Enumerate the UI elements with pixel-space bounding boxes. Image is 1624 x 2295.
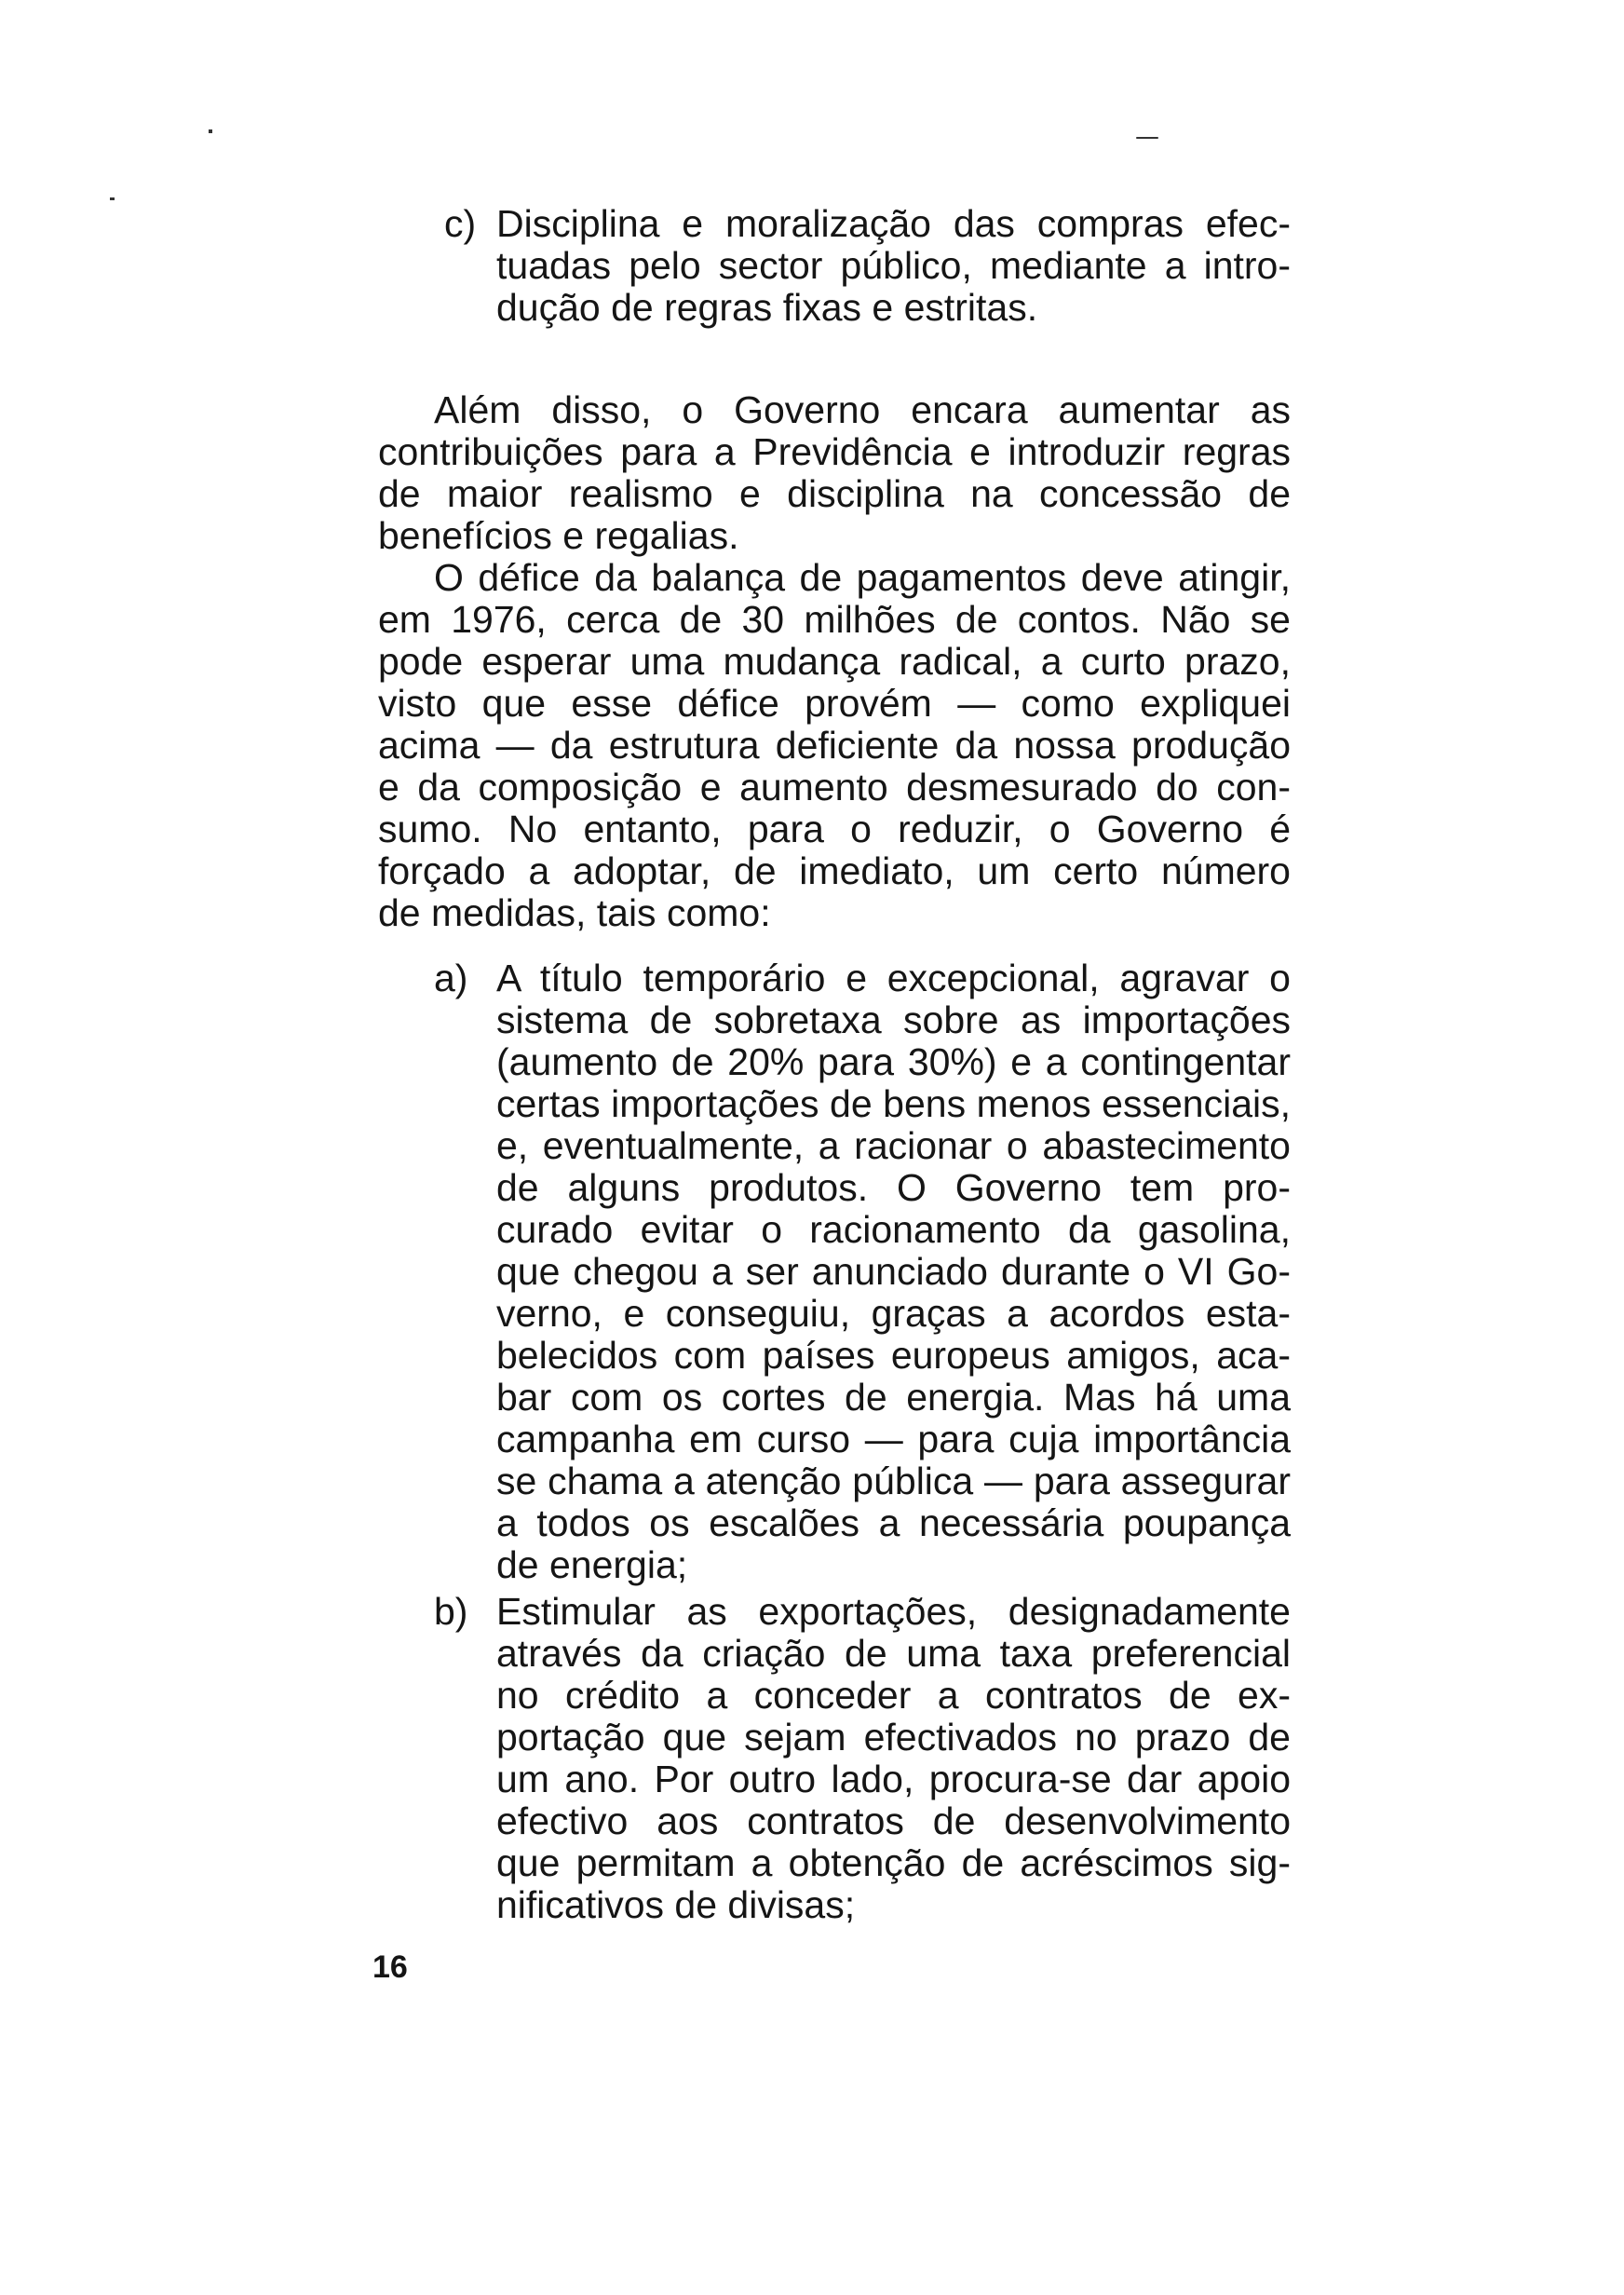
text-line: que permitam a obtenção de acréscimos sig- xyxy=(496,1842,1291,1884)
text-line: forçado a adoptar, de imediato, um certo número xyxy=(378,850,1291,892)
text-line: contribuições para a Previdência e introduzir regras xyxy=(378,431,1291,473)
text-line: benefícios e regalias. xyxy=(378,515,739,557)
text-line: (aumento de 20% para 30%) e a contingentar xyxy=(496,1041,1291,1083)
text-line: e da composição e aumento desmesurado do con- xyxy=(378,767,1291,808)
text-line: pode esperar uma mudança radical, a curto prazo, xyxy=(378,641,1291,683)
paragraph-1 xyxy=(378,389,1291,557)
text-line: O défice da balança de pagamentos deve atingir, xyxy=(434,557,1291,599)
item-c-label: c) xyxy=(444,202,477,245)
text-line: campanha em curso — para cuja importância xyxy=(496,1419,1291,1460)
item-b-text xyxy=(496,1591,1291,1926)
text-line: sumo. No entanto, para o reduzir, o Governo é xyxy=(378,808,1291,850)
text-line: belecidos com países europeus amigos, aca- xyxy=(496,1335,1291,1377)
scan-speck xyxy=(209,129,212,133)
text-line: curado evitar o racionamento da gasolina, xyxy=(496,1209,1291,1251)
text-line: portação que sejam efectivados no prazo de xyxy=(496,1717,1291,1759)
text-line: e, eventualmente, a racionar o abastecimento xyxy=(496,1125,1291,1167)
scan-speck xyxy=(110,197,115,200)
text-line: Além disso, o Governo encara aumentar as xyxy=(434,389,1291,431)
paragraph-2 xyxy=(378,557,1291,934)
text-line: certas importações de bens menos essenciais, xyxy=(496,1083,1291,1125)
text-line: de energia; xyxy=(496,1544,688,1586)
text-line: A título temporário e excepcional, agravar o xyxy=(496,957,1291,999)
text-line: acima — da estrutura deficiente da nossa produção xyxy=(378,725,1291,767)
text-line: através da criação de uma taxa preferencial xyxy=(496,1633,1291,1675)
text-line: a todos os escalões a necessária poupança xyxy=(496,1502,1291,1544)
scan-speck xyxy=(1136,137,1158,139)
text-line: em 1976, cerca de 30 milhões de contos. Não se xyxy=(378,599,1291,641)
text-line: dução de regras fixas e estritas. xyxy=(496,287,1038,329)
text-line: de medidas, tais como: xyxy=(378,892,771,934)
text-line: de alguns produtos. O Governo tem pro- xyxy=(496,1167,1291,1209)
text-line: nificativos de divisas; xyxy=(496,1884,856,1926)
text-line: Estimular as exportações, designadamente xyxy=(496,1591,1291,1633)
text-line: de maior realismo e disciplina na concessão de xyxy=(378,473,1291,515)
text-line: efectivo aos contratos de desenvolvimento xyxy=(496,1800,1291,1842)
text-line: bar com os cortes de energia. Mas há uma xyxy=(496,1377,1291,1419)
text-line: visto que esse défice provém — como expliquei xyxy=(378,683,1291,725)
text-line: um ano. Por outro lado, procura-se dar apoio xyxy=(496,1759,1291,1800)
item-a-text xyxy=(496,957,1291,1586)
item-a-label: a) xyxy=(434,957,468,999)
item-b-label: b) xyxy=(434,1590,468,1633)
text-line: tuadas pelo sector público, mediante a intro- xyxy=(496,245,1291,287)
text-line: que chegou a ser anunciado durante o VI Go- xyxy=(496,1251,1291,1293)
text-line: verno, e conseguiu, graças a acordos esta- xyxy=(496,1293,1291,1335)
text-line: sistema de sobretaxa sobre as importações xyxy=(496,999,1291,1041)
page-number: 16 xyxy=(372,1949,408,1985)
text-line: Disciplina e moralização das compras efec- xyxy=(496,203,1291,245)
text-line: se chama a atenção pública — para assegurar xyxy=(496,1460,1291,1502)
text-line: no crédito a conceder a contratos de ex- xyxy=(496,1675,1291,1717)
item-c-text xyxy=(496,203,1291,329)
